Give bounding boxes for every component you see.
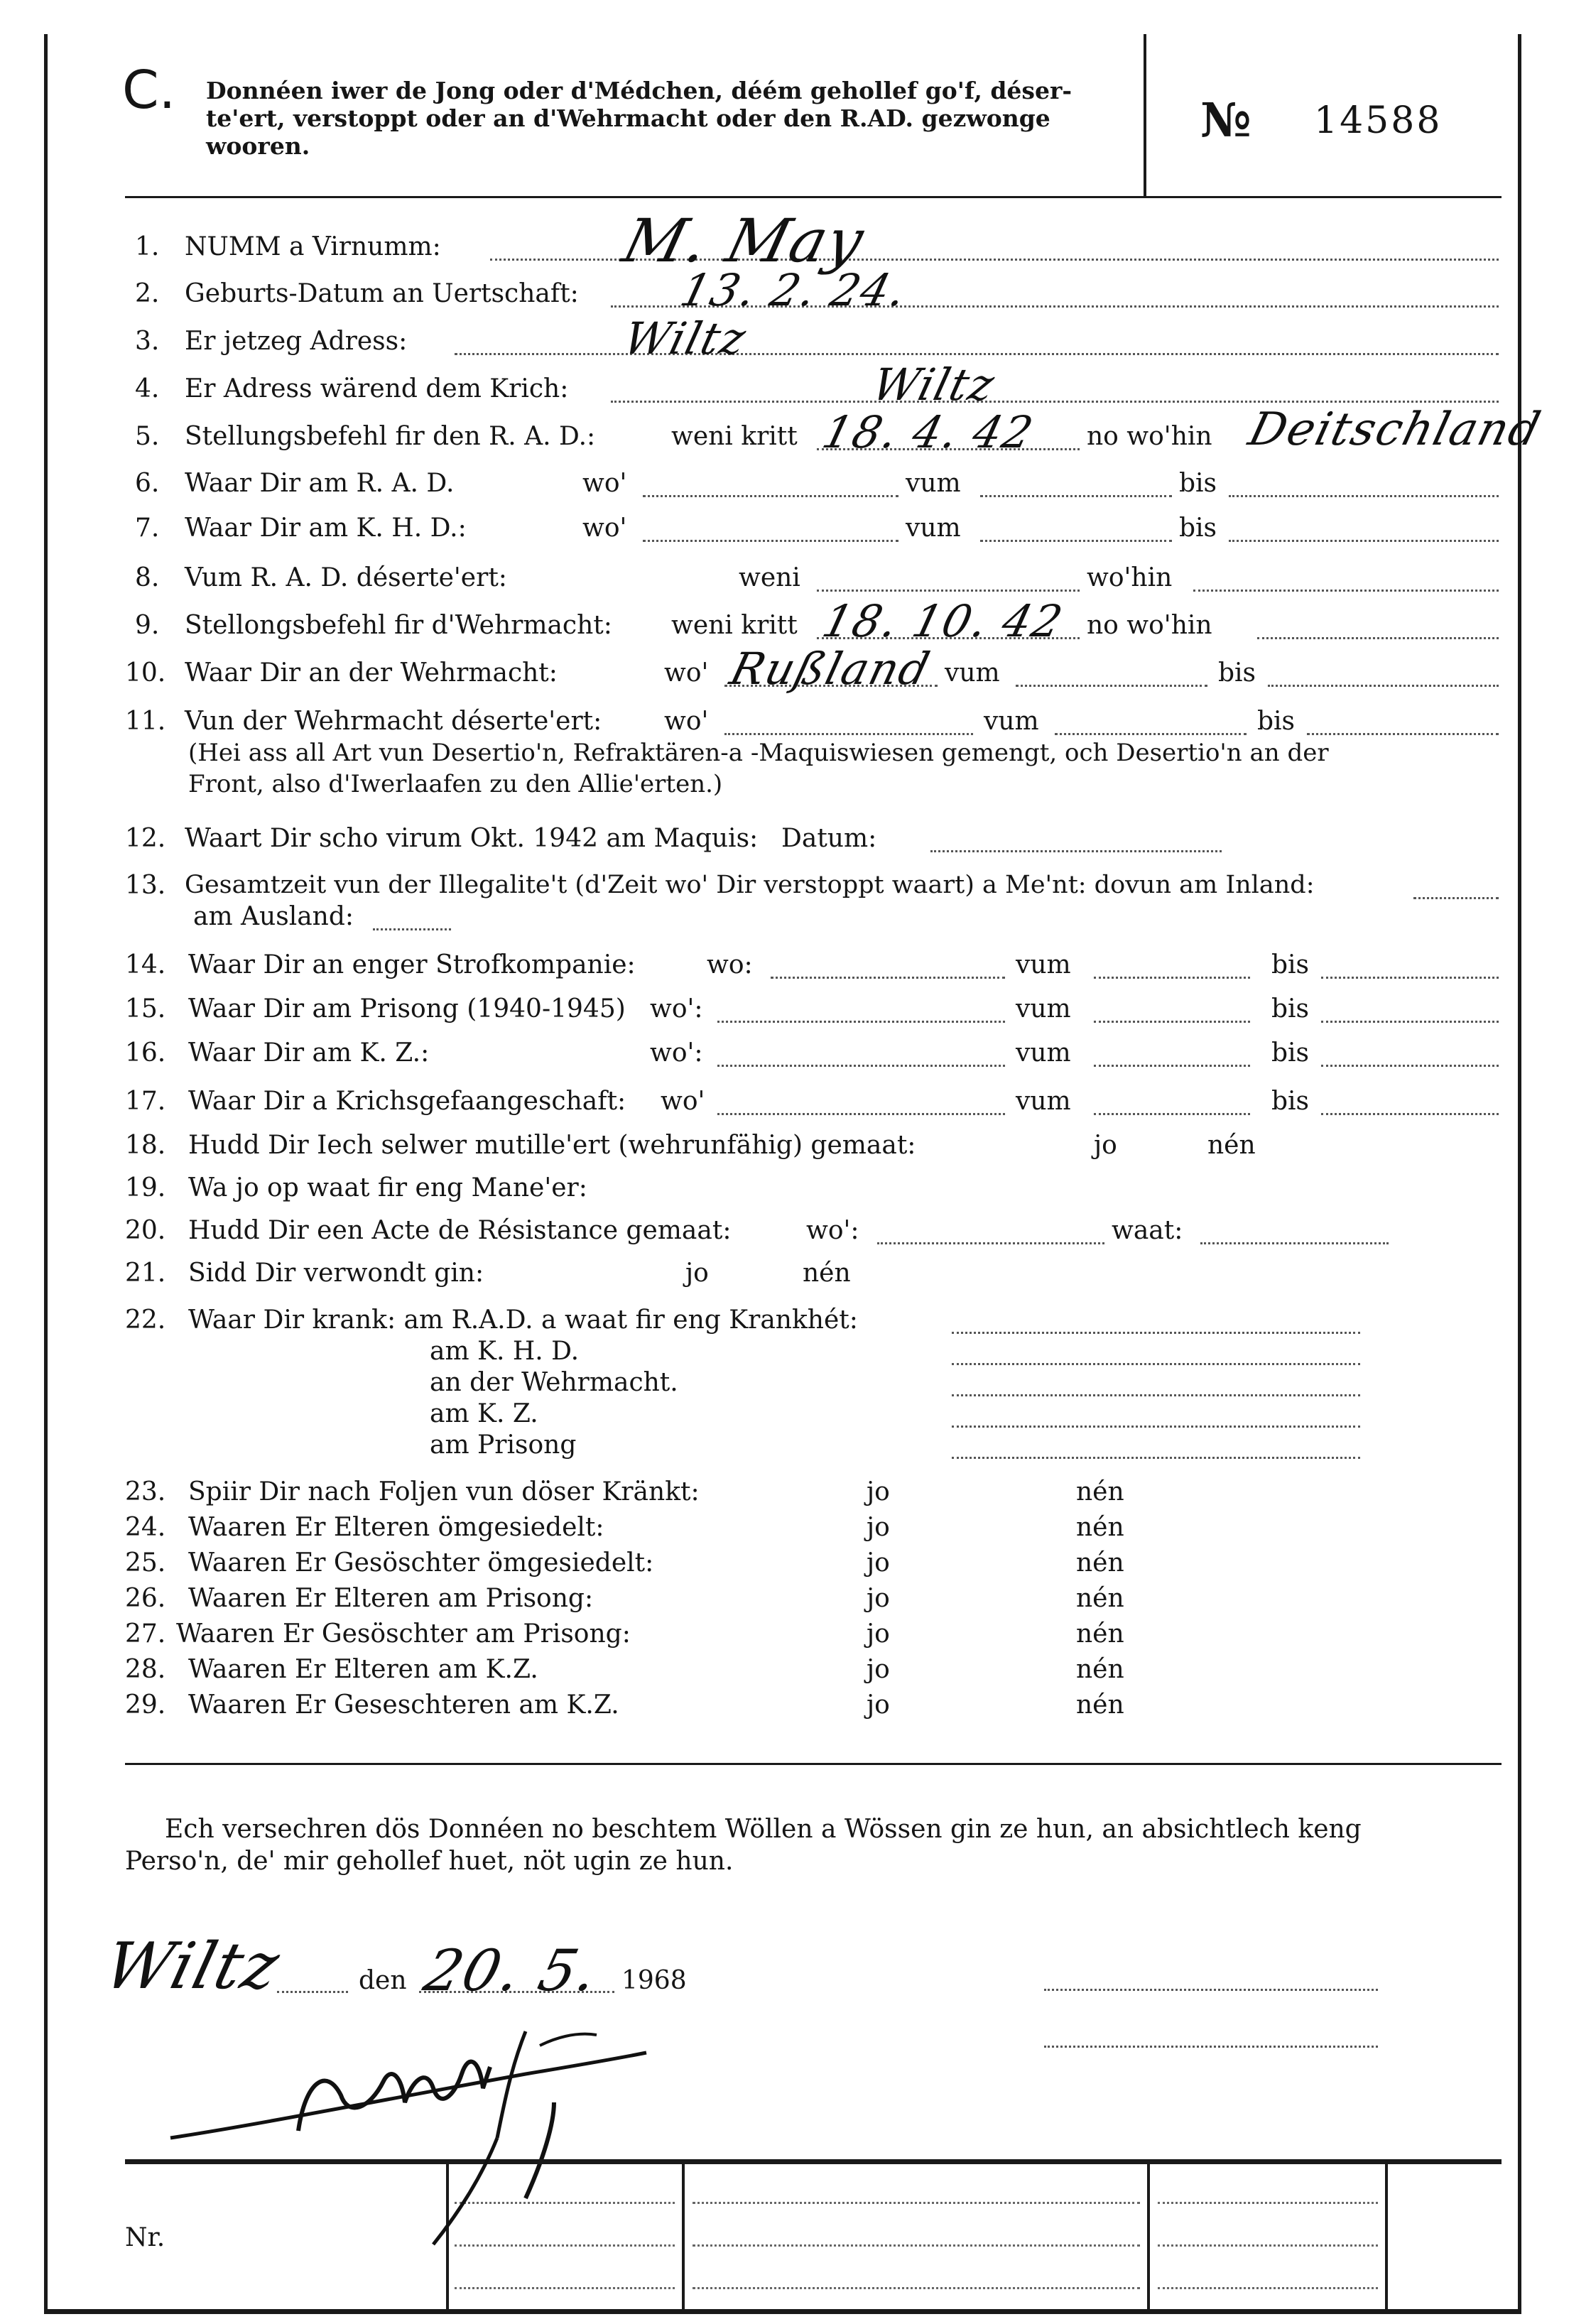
q8-weni-field[interactable] [817, 590, 1080, 592]
q16-label: Waar Dir am K. Z.: [188, 1038, 430, 1068]
q13-number: 13. [125, 871, 166, 900]
q24-number: 24. [125, 1513, 166, 1542]
header-title-line-2: te'ert, verstoppt oder an d'Wehrmacht oder den R.AD. gezwonge [206, 104, 1050, 132]
q8-label: Vum R. A. D. déserte'ert: [185, 563, 507, 592]
header-rule [125, 196, 1502, 198]
q16-vum: vum [1016, 1038, 1071, 1068]
q14-wo: wo: [707, 950, 753, 979]
footer-col-divider-3 [1147, 2164, 1150, 2314]
q7-bis: bis [1179, 514, 1217, 543]
q12-datum-field[interactable] [930, 850, 1222, 852]
form-number: 14588 [1314, 99, 1443, 142]
q10-number: 10. [125, 658, 166, 688]
q13-ausland: am Ausland: [193, 902, 354, 931]
date-value: 20. 5. [418, 1938, 606, 2004]
q26-nen[interactable]: nén [1076, 1584, 1124, 1613]
q11-note-line-2: Front, also d'Iwerlaafen zu den Allie'erten.) [188, 770, 723, 798]
q7-bis-field[interactable] [1229, 540, 1499, 542]
q18-jo[interactable]: jo [1094, 1131, 1117, 1160]
q23-label: Spiir Dir nach Foljen vun döser Kränkt: [188, 1477, 700, 1506]
q10-wo: wo' [664, 658, 709, 688]
q11-label: Vun der Wehrmacht déserte'ert: [185, 707, 602, 736]
signature [156, 2024, 653, 2202]
q6-vum-field[interactable] [980, 495, 1172, 497]
q5-weni: weni kritt [671, 422, 798, 451]
q29-nen[interactable]: nén [1076, 1690, 1124, 1720]
place-signature: Wiltz [97, 1929, 288, 2004]
q10-bis: bis [1218, 658, 1256, 688]
q20-number: 20. [125, 1216, 166, 1245]
q9-weni: weni kritt [671, 611, 798, 640]
q19-number: 19. [125, 1173, 166, 1202]
q7-number: 7. [135, 514, 160, 543]
q12-datum: Datum: [781, 824, 877, 853]
q18-label: Hudd Dir Iech selwer mutille'ert (wehrunfähig) gemaat: [188, 1131, 916, 1160]
q11-vum-field[interactable] [1055, 733, 1247, 735]
q26-number: 26. [125, 1584, 166, 1613]
q9-wohin-field[interactable] [1257, 637, 1499, 639]
footer-cell[interactable] [455, 2287, 675, 2289]
q15-wo: wo': [650, 994, 703, 1023]
q6-label: Waar Dir am R. A. D. [185, 469, 455, 498]
q23-number: 23. [125, 1477, 166, 1506]
q10-label: Waar Dir an der Wehrmacht: [185, 658, 558, 688]
q4-field[interactable] [611, 401, 1499, 403]
q20-wo: wo': [806, 1216, 859, 1245]
q2-birth-value: 13. 2. 24. [675, 264, 913, 316]
q28-number: 28. [125, 1655, 166, 1684]
q16-bis-field[interactable] [1321, 1065, 1499, 1067]
q13-ausland-field[interactable] [373, 928, 451, 930]
q18-number: 18. [125, 1131, 166, 1160]
q16-wo: wo': [650, 1038, 703, 1068]
q21-number: 21. [125, 1259, 166, 1288]
q20-waat-field[interactable] [1200, 1242, 1389, 1244]
q26-jo[interactable]: jo [867, 1584, 890, 1613]
q22-kz-field[interactable] [952, 1426, 1360, 1428]
q14-label: Waar Dir an enger Strofkompanie: [188, 950, 636, 979]
q7-wo: wo' [582, 514, 627, 543]
footer-col-divider-2 [682, 2164, 685, 2314]
q2-number: 2. [135, 279, 160, 308]
q22-sub-kz: am K. Z. [430, 1399, 538, 1428]
q29-number: 29. [125, 1690, 166, 1720]
q17-bis-field[interactable] [1321, 1113, 1499, 1115]
official-field-2[interactable] [1044, 2046, 1378, 2048]
q27-label: Waaren Er Gesöschter am Prisong: [176, 1619, 631, 1649]
official-field-1[interactable] [1044, 1989, 1378, 1991]
q3-address-value: Wiltz [618, 313, 752, 364]
q22-wehrmacht-field[interactable] [952, 1394, 1360, 1396]
q6-bis-field[interactable] [1229, 495, 1499, 497]
section-letter: C. [122, 60, 176, 121]
q14-vum-field[interactable] [1094, 977, 1250, 979]
q22-label: Waar Dir krank: am R.A.D. a waat fir eng Krankhét: [188, 1305, 858, 1335]
q25-label: Waaren Er Gesöschter ömgesiedelt: [188, 1548, 654, 1578]
q13-label: Gesamtzeit vun der Illegalite't (d'Zeit wo' Dir verstoppt waart) a Me'nt: dovun am Inland: [185, 871, 1315, 899]
q26-label: Waaren Er Elteren am Prisong: [188, 1584, 594, 1613]
q14-bis-field[interactable] [1321, 977, 1499, 979]
q8-wohin: wo'hin [1087, 563, 1173, 592]
q5-wohin: no wo'hin [1087, 422, 1212, 451]
q4-war-address-value: Wiltz [867, 359, 1001, 411]
q28-label: Waaren Er Elteren am K.Z. [188, 1655, 538, 1684]
q4-label: Er Adress wärend dem Krich: [185, 374, 569, 403]
declaration-rule [125, 1763, 1502, 1765]
q25-jo[interactable]: jo [867, 1548, 890, 1578]
q22-sub-khd: am K. H. D. [430, 1337, 580, 1366]
q20-waat: waat: [1112, 1216, 1183, 1245]
q27-nen[interactable]: nén [1076, 1619, 1124, 1649]
q27-jo[interactable]: jo [867, 1619, 890, 1649]
q6-vum: vum [906, 469, 961, 498]
place-field[interactable] [277, 1991, 348, 1993]
q7-wo-field[interactable] [643, 540, 898, 542]
q3-number: 3. [135, 327, 160, 356]
q16-vum-field[interactable] [1094, 1065, 1250, 1067]
q10-bis-field[interactable] [1268, 685, 1499, 687]
q16-wo-field[interactable] [717, 1065, 1005, 1067]
q17-bis: bis [1271, 1087, 1310, 1116]
q2-label: Geburts-Datum an Uertschaft: [185, 279, 579, 308]
footer-pen-mark [419, 2131, 511, 2252]
q15-number: 15. [125, 994, 166, 1023]
q4-number: 4. [135, 374, 160, 403]
q5-wohin-value: Deitschland [1243, 403, 1547, 456]
q14-vum: vum [1016, 950, 1071, 979]
q7-vum: vum [906, 514, 961, 543]
q28-jo[interactable]: jo [867, 1655, 890, 1684]
q17-wo: wo' [661, 1087, 705, 1116]
q11-note-line-1: (Hei ass all Art vun Desertio'n, Refraktären-a -Maquiswiesen gemengt, och Desertio'n an der [188, 739, 1329, 767]
q28-nen[interactable]: nén [1076, 1655, 1124, 1684]
q22-sub-wehrmacht: an der Wehrmacht. [430, 1368, 678, 1397]
den-label: den [359, 1966, 407, 1995]
footer-cell[interactable] [1158, 2287, 1378, 2289]
q14-bis: bis [1271, 950, 1310, 979]
footer-col-divider-4 [1385, 2164, 1388, 2314]
q20-label: Hudd Dir een Acte de Résistance gemaat: [188, 1216, 732, 1245]
header-title-line-3: wooren. [206, 132, 310, 160]
footer-cell[interactable] [1158, 2244, 1378, 2247]
q13-inland-field[interactable] [1413, 897, 1499, 899]
q7-label: Waar Dir am K. H. D.: [185, 514, 467, 543]
q24-label: Waaren Er Elteren ömgesiedelt: [188, 1513, 604, 1542]
q10-wo-value: Rußland [724, 643, 936, 695]
q15-vum: vum [1016, 994, 1071, 1023]
q17-label: Waar Dir a Krichsgefaangeschaft: [188, 1087, 626, 1116]
q15-bis-field[interactable] [1321, 1021, 1499, 1023]
q9-number: 9. [135, 611, 160, 640]
q22-sub-prisong: am Prisong [430, 1430, 577, 1460]
q6-wo: wo' [582, 469, 627, 498]
number-sign: № [1200, 92, 1251, 148]
q16-bis: bis [1271, 1038, 1310, 1068]
nr-label: Nr. [125, 2223, 165, 2252]
year-label: 1968 [621, 1966, 687, 1995]
q22-khd-field[interactable] [952, 1363, 1360, 1365]
footer-cell[interactable] [693, 2244, 1140, 2247]
q12-number: 12. [125, 824, 166, 853]
q14-wo-field[interactable] [771, 977, 1005, 979]
q7-vum-field[interactable] [980, 540, 1172, 542]
q17-vum-field[interactable] [1094, 1113, 1250, 1115]
q3-field[interactable] [455, 353, 1499, 355]
q20-wo-field[interactable] [877, 1242, 1104, 1244]
q17-vum: vum [1016, 1087, 1071, 1116]
q11-bis-field[interactable] [1307, 733, 1499, 735]
q18-nen[interactable]: nén [1207, 1131, 1256, 1160]
q6-wo-field[interactable] [643, 495, 898, 497]
header-title-line-1: Donnéen iwer de Jong oder d'Médchen, déém gehollef go'f, déser- [206, 77, 1073, 104]
footer-cell[interactable] [693, 2202, 1140, 2204]
q25-nen[interactable]: nén [1076, 1548, 1124, 1578]
q9-weni-value: 18. 10. 42 [817, 595, 1069, 647]
q11-bis: bis [1257, 707, 1296, 736]
q11-number: 11. [125, 707, 166, 736]
q12-label: Waart Dir scho virum Okt. 1942 am Maquis: [185, 824, 759, 853]
footer-rule [125, 2159, 1502, 2164]
q14-number: 14. [125, 950, 166, 979]
q17-wo-field[interactable] [717, 1113, 1005, 1115]
q15-label: Waar Dir am Prisong (1940-1945) [188, 994, 626, 1023]
q9-label: Stellongsbefehl fir d'Wehrmacht: [185, 611, 612, 640]
declaration-line-1: Ech versechren dös Donnéen no beschtem Wöllen a Wössen gin ze hun, an absichtlech keng [165, 1815, 1362, 1844]
q10-vum-field[interactable] [1016, 685, 1207, 687]
q25-number: 25. [125, 1548, 166, 1578]
q15-vum-field[interactable] [1094, 1021, 1250, 1023]
q24-jo[interactable]: jo [867, 1513, 890, 1542]
q21-label: Sidd Dir verwondt gin: [188, 1259, 484, 1288]
q22-prisong-field[interactable] [952, 1457, 1360, 1459]
declaration-line-2: Perso'n, de' mir gehollef huet, nöt ugin ze hun. [125, 1847, 734, 1876]
q17-number: 17. [125, 1087, 166, 1116]
q29-jo[interactable]: jo [867, 1690, 890, 1720]
q8-number: 8. [135, 563, 160, 592]
q8-weni: weni [739, 563, 800, 592]
q8-wohin-field[interactable] [1193, 590, 1499, 592]
q29-label: Waaren Er Geseschteren am K.Z. [188, 1690, 619, 1720]
q6-bis: bis [1179, 469, 1217, 498]
q27-number: 27. [125, 1619, 166, 1649]
q5-label: Stellungsbefehl fir den R. A. D.: [185, 422, 596, 451]
q16-number: 16. [125, 1038, 166, 1068]
q9-wohin: no wo'hin [1087, 611, 1212, 640]
q10-vum: vum [945, 658, 1000, 688]
q23-nen[interactable]: nén [1076, 1477, 1124, 1506]
header-divider [1144, 34, 1146, 197]
q21-nen[interactable]: nén [803, 1259, 851, 1288]
q15-bis: bis [1271, 994, 1310, 1023]
q1-number: 1. [135, 232, 160, 261]
q24-nen[interactable]: nén [1076, 1513, 1124, 1542]
q19-label: Wa jo op waat fir eng Mane'er: [188, 1173, 587, 1202]
q15-wo-field[interactable] [717, 1021, 1005, 1023]
q5-number: 5. [135, 422, 160, 451]
q21-jo[interactable]: jo [685, 1259, 709, 1288]
footer-cell[interactable] [693, 2287, 1140, 2289]
footer-cell[interactable] [1158, 2202, 1378, 2204]
q22-rad-field[interactable] [952, 1332, 1360, 1334]
q3-label: Er jetzeg Adress: [185, 327, 408, 356]
q23-jo[interactable]: jo [867, 1477, 890, 1506]
q11-wo-field[interactable] [724, 733, 973, 735]
q22-number: 22. [125, 1305, 166, 1335]
q1-label: NUMM a Virnumm: [185, 232, 441, 261]
q5-weni-value: 18. 4. 42 [817, 406, 1040, 458]
q11-vum: vum [984, 707, 1039, 736]
q1-name-value: M. May [616, 206, 872, 276]
q6-number: 6. [135, 469, 160, 498]
q11-wo: wo' [664, 707, 709, 736]
